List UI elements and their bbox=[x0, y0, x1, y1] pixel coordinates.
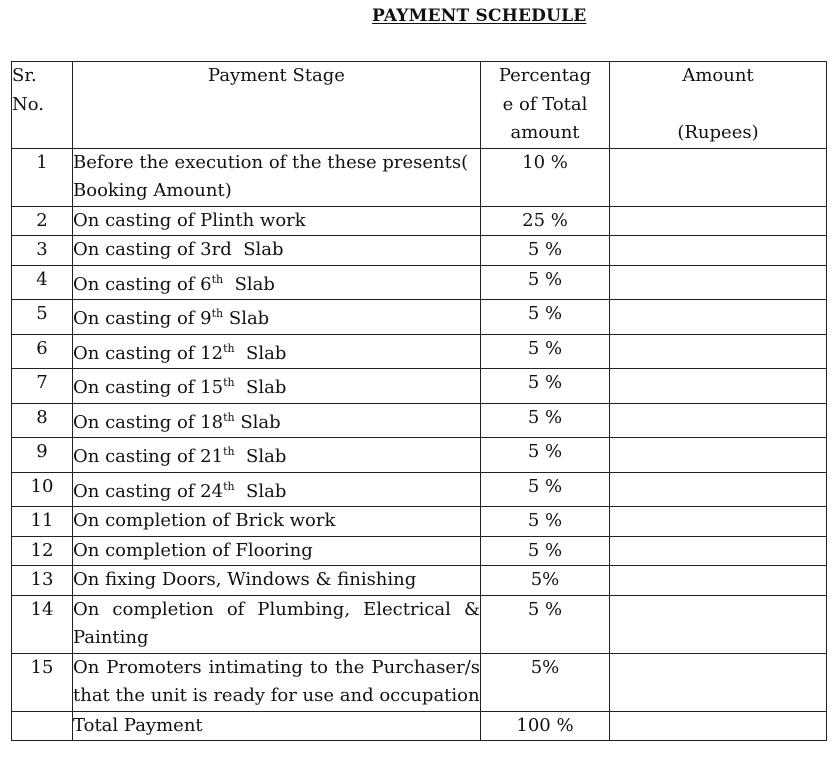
row-sr-no: 12 bbox=[12, 536, 73, 566]
header-amount bbox=[610, 62, 827, 149]
header-pct-line2: e of Total bbox=[502, 93, 588, 115]
stage-text: Slab bbox=[234, 342, 287, 364]
row-sr-no: 8 bbox=[12, 403, 73, 438]
header-amount-line1: Amount bbox=[682, 65, 754, 86]
ordinal-suffix: th bbox=[223, 410, 235, 424]
row-payment-stage bbox=[73, 472, 481, 507]
total-row bbox=[12, 711, 827, 741]
row-percentage: 25 % bbox=[481, 206, 610, 236]
row-amount bbox=[610, 595, 827, 653]
ordinal-suffix: th bbox=[223, 445, 235, 458]
table-row bbox=[12, 566, 827, 596]
row-percentage: 5 % bbox=[481, 472, 610, 507]
ordinal-suffix: th bbox=[223, 376, 235, 389]
row-amount bbox=[610, 148, 827, 206]
row-sr-no: 14 bbox=[12, 595, 73, 653]
ordinal-suffix: th bbox=[211, 307, 224, 320]
row-percentage: 5% bbox=[481, 566, 610, 596]
row-amount bbox=[610, 653, 827, 711]
table-row bbox=[12, 206, 827, 236]
total-percentage: 100 % bbox=[481, 711, 610, 741]
row-payment-stage: On completion of Brick work bbox=[73, 507, 481, 537]
row-amount bbox=[610, 438, 827, 473]
header-sr-line2: No. bbox=[12, 93, 44, 115]
header-pct-line3: amount bbox=[510, 122, 580, 143]
header-sr-line1: Sr. bbox=[12, 65, 37, 86]
row-payment-stage bbox=[73, 265, 481, 300]
row-sr-no: 4 bbox=[12, 265, 73, 300]
row-amount bbox=[610, 236, 827, 266]
row-sr-no: 10 bbox=[12, 472, 73, 507]
stage-text: Slab bbox=[234, 411, 281, 433]
row-payment-stage: On completion of Flooring bbox=[73, 536, 481, 566]
row-percentage: 5 % bbox=[481, 403, 610, 438]
total-sr-no bbox=[12, 711, 73, 741]
row-percentage: 5 % bbox=[481, 334, 610, 369]
row-sr-no: 9 bbox=[12, 438, 73, 473]
row-percentage: 5 % bbox=[481, 265, 610, 300]
row-payment-stage: On casting of 3rd Slab bbox=[73, 236, 481, 266]
header-amount-line2: (Rupees) bbox=[677, 121, 759, 143]
stage-text: On casting of 6 bbox=[73, 273, 212, 295]
table-row bbox=[12, 438, 827, 473]
row-sr-no: 6 bbox=[12, 334, 73, 369]
row-amount bbox=[610, 300, 827, 335]
ordinal-suffix: th bbox=[223, 341, 235, 355]
row-percentage: 5 % bbox=[481, 507, 610, 537]
table-row bbox=[12, 403, 827, 438]
ordinal-suffix: th bbox=[223, 479, 235, 493]
stage-text: On casting of 24 bbox=[73, 480, 224, 502]
stage-text: On casting of 12 bbox=[73, 342, 224, 364]
row-payment-stage: Before the execution of the these presents( Booking Amount) bbox=[73, 148, 481, 206]
row-amount bbox=[610, 334, 827, 369]
table-row bbox=[12, 236, 827, 266]
row-percentage: 10 % bbox=[481, 148, 610, 206]
row-percentage: 5 % bbox=[481, 300, 610, 335]
row-percentage: 5 % bbox=[481, 595, 610, 653]
header-sr-no bbox=[12, 62, 73, 149]
stage-text: On casting of 15 bbox=[73, 377, 224, 398]
row-sr-no: 13 bbox=[12, 566, 73, 596]
stage-text: On casting of 18 bbox=[73, 411, 224, 433]
stage-text: Slab bbox=[223, 308, 270, 329]
row-amount bbox=[610, 536, 827, 566]
table-row bbox=[12, 595, 827, 653]
stage-text: On casting of 21 bbox=[73, 446, 224, 467]
stage-text: Slab bbox=[234, 377, 287, 398]
total-label: Total Payment bbox=[73, 711, 481, 741]
row-payment-stage: On Promoters intimating to the Purchaser/s that the unit is ready for use and occupation bbox=[73, 653, 481, 711]
row-percentage: 5 % bbox=[481, 536, 610, 566]
row-percentage: 5 % bbox=[481, 438, 610, 473]
page-title: PAYMENT SCHEDULE bbox=[372, 6, 587, 26]
header-percentage bbox=[481, 62, 610, 149]
row-percentage: 5 % bbox=[481, 236, 610, 266]
row-sr-no: 5 bbox=[12, 300, 73, 335]
row-payment-stage bbox=[73, 300, 481, 335]
row-payment-stage bbox=[73, 369, 481, 404]
payment-schedule-table bbox=[11, 61, 827, 741]
row-amount bbox=[610, 369, 827, 404]
row-sr-no: 1 bbox=[12, 148, 73, 206]
row-amount bbox=[610, 566, 827, 596]
row-payment-stage: On casting of Plinth work bbox=[73, 206, 481, 236]
table-row bbox=[12, 148, 827, 206]
row-sr-no: 11 bbox=[12, 507, 73, 537]
header-payment-stage: Payment Stage bbox=[73, 62, 481, 149]
total-amount bbox=[610, 711, 827, 741]
table-header-row bbox=[12, 62, 827, 149]
row-amount bbox=[610, 472, 827, 507]
table-row bbox=[12, 536, 827, 566]
row-payment-stage: On fixing Doors, Windows & finishing bbox=[73, 566, 481, 596]
row-payment-stage: On completion of Plumbing, Electrical & Painting bbox=[73, 595, 481, 653]
row-sr-no: 3 bbox=[12, 236, 73, 266]
row-percentage: 5% bbox=[481, 653, 610, 711]
stage-text: Slab bbox=[234, 480, 287, 502]
table-row bbox=[12, 265, 827, 300]
row-payment-stage bbox=[73, 334, 481, 369]
table-row bbox=[12, 507, 827, 537]
row-amount bbox=[610, 403, 827, 438]
row-percentage: 5 % bbox=[481, 369, 610, 404]
row-amount bbox=[610, 265, 827, 300]
table-row bbox=[12, 334, 827, 369]
row-payment-stage bbox=[73, 403, 481, 438]
row-payment-stage bbox=[73, 438, 481, 473]
row-amount bbox=[610, 507, 827, 537]
table-row bbox=[12, 653, 827, 711]
stage-text: Slab bbox=[223, 273, 275, 295]
stage-text: On casting of 9 bbox=[73, 308, 212, 329]
table-row bbox=[12, 369, 827, 404]
table-row bbox=[12, 472, 827, 507]
row-sr-no: 7 bbox=[12, 369, 73, 404]
ordinal-suffix: th bbox=[211, 272, 224, 286]
row-sr-no: 2 bbox=[12, 206, 73, 236]
row-sr-no: 15 bbox=[12, 653, 73, 711]
row-amount bbox=[610, 206, 827, 236]
table-row bbox=[12, 300, 827, 335]
header-pct-line1: Percentag bbox=[498, 65, 592, 86]
stage-text: Slab bbox=[234, 446, 287, 467]
